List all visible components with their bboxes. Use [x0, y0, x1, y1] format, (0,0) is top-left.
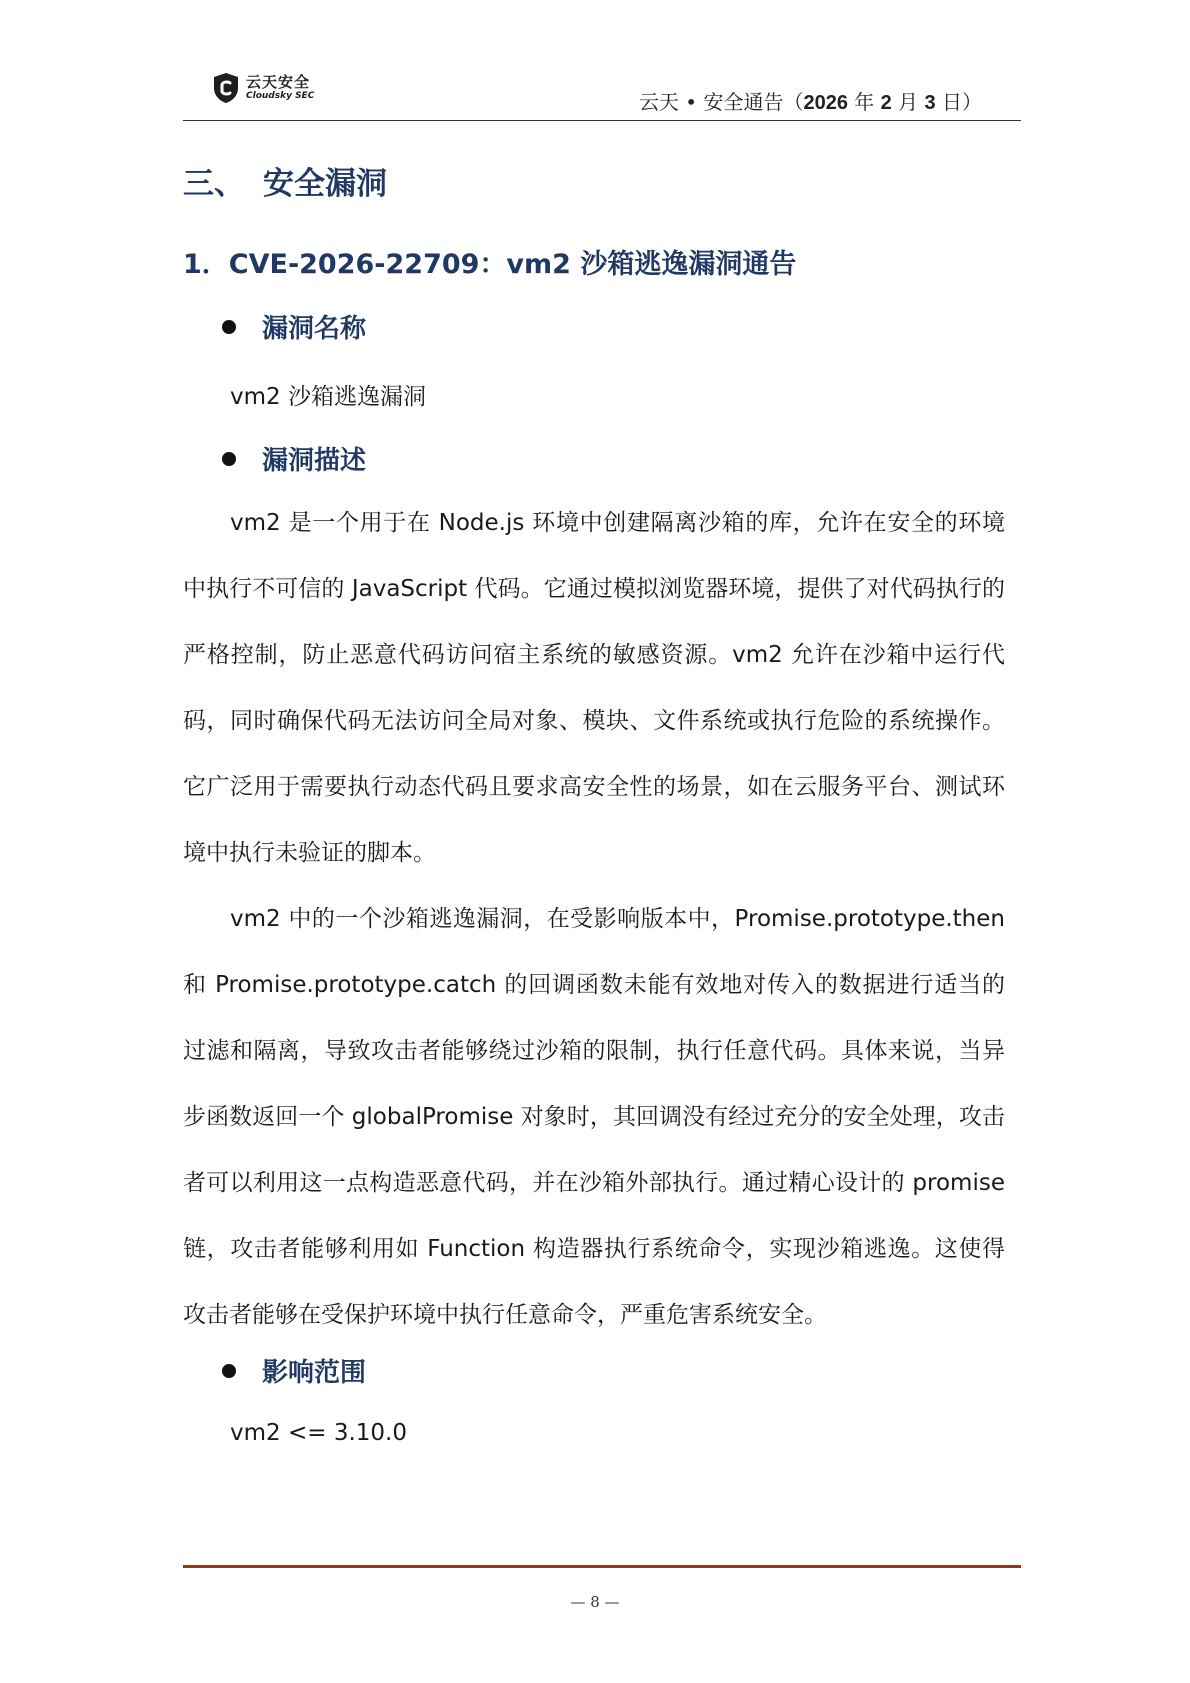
vuln-desc-paragraph-1: vm2 是一个用于在 Node.js 环境中创建隔离沙箱的库，允许在安全的环境中执行不可信的 JavaScript 代码。它通过模拟浏览器环境，提供了对代码执行的严格控制，防止恶意代码访问宿主系统的敏感资源。vm2 允许在沙箱中运行代码，同时确保代码无法访问全局对象、模块、文件系统或执行危险的系统操作。它广泛用于需要执行动态代码且要求高安全性的场景，如在云服务平台、测试环境中执行未验证的脚本。: [183, 510, 1005, 866]
section-heading: [183, 158, 387, 203]
shield-logo-icon: [212, 72, 240, 104]
footer-divider: [183, 1565, 1021, 1568]
vuln-desc-label: 漏洞描述: [262, 446, 367, 476]
header-title-prefix: 云天 • 安全通告（: [638, 90, 804, 114]
bullet-icon: [222, 1364, 236, 1378]
vuln-name-value: vm2 沙箱逃逸漏洞: [230, 384, 426, 410]
logo-english-name: Cloudsky SEC: [246, 91, 315, 101]
header-year: 2026: [803, 92, 848, 114]
header-month: 2: [880, 92, 892, 114]
header-title-suffix: 日）: [935, 90, 982, 114]
bullet-icon: [222, 320, 236, 334]
header-divider: [183, 120, 1021, 121]
section-title: 安全漏洞: [263, 166, 387, 202]
vuln-desc-paragraph-2: vm2 中的一个沙箱逃逸漏洞，在受影响版本中，Promise.prototype.then 和 Promise.prototype.catch 的回调函数未能有效地对传入的数据进行适当的过滤和隔离，导致攻击者能够绕过沙箱的限制，执行任意代码。具体来说，当异步函数返回一个 globalPromise 对象时，其回调没有经过充分的安全处理，攻击者可以利用这一点构造恶意代码，并在沙箱外部执行。通过精心设计的 promise 链，攻击者能够利用如 Function 构造器执行系统命令，实现沙箱逃逸。这使得攻击者能够在受保护环境中执行任意命令，严重危害系统安全。: [183, 906, 1005, 1328]
scope-bullet: [222, 1352, 366, 1389]
company-logo: [212, 72, 314, 104]
bullet-icon: [222, 452, 236, 466]
page-number: — 8 —: [570, 1593, 620, 1611]
header-day: 3: [924, 92, 936, 114]
header-month-unit: 月: [891, 90, 925, 114]
advisory-heading: 1．CVE-2026-22709：vm2 沙箱逃逸漏洞通告: [183, 249, 797, 280]
vuln-name-bullet: [222, 308, 366, 345]
document-header-title: [639, 86, 982, 115]
vuln-desc-bullet: [222, 440, 366, 477]
scope-label: 影响范围: [262, 1358, 367, 1388]
scope-value: vm2 <= 3.10.0: [230, 1420, 407, 1446]
logo-chinese-name: 云天安全: [246, 73, 311, 91]
vuln-name-label: 漏洞名称: [262, 314, 367, 344]
section-number: 三、: [183, 166, 245, 202]
header-year-unit: 年: [847, 90, 881, 114]
